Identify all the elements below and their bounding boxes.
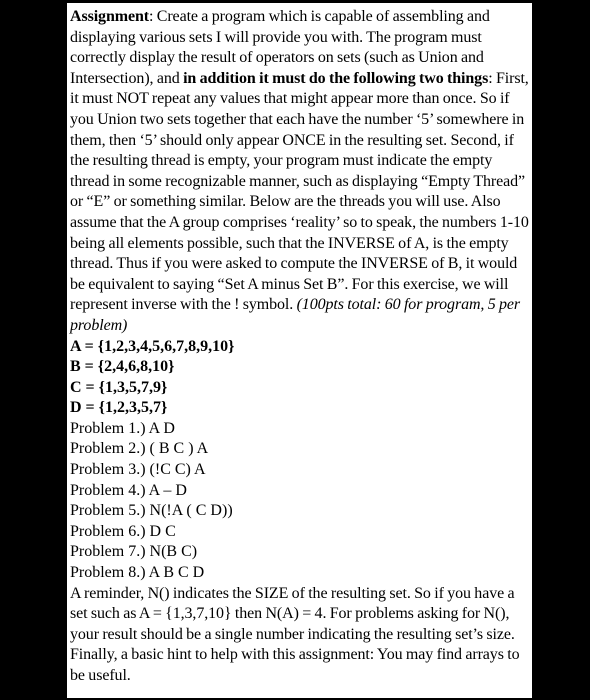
points-note: (100pts total: 60 for program, 5 per problem) [70, 296, 521, 334]
assignment-body: : First, it must NOT repeat any values that might appear more than once. So if you Union two sets together that each have the number ‘5’ somewhere in them, then ‘5’ should only appear ONCE in the resulting set. Second, if the resulting thread is empty, your program must indicate the empty thread in some recognizable manner, such as displaying “Empty Thread” or “E” or something similar. Below are the threads you will use. Also assume that the A group comprises ‘reality’ so to speak, the numbers 1-10 being all elements possible, such that the INVERSE of A, is the empty thread. Thus if you were asked to compute the INVERSE of B, it would be equivalent to saying “Set A minus Set B”. For this exercise, we will represent inverse with the ! symbol. [70, 69, 529, 314]
problem-5: Problem 5.) N(!A ( C D)) [70, 502, 233, 520]
document-page [67, 3, 532, 698]
set-a: A = {1,2,3,4,5,6,7,8,9,10} [70, 337, 235, 355]
problem-4: Problem 4.) A – D [70, 481, 187, 499]
assignment-label: Assignment [70, 8, 150, 25]
problem-7: Problem 7.) N(B C) [70, 543, 198, 561]
set-list [70, 337, 532, 419]
reminder-paragraph: A reminder, N() indicates the SIZE of the resulting set. So if you have a set such as A = {1,3,7,10} then N(A) = 4. For problems asking for N(), your result should be a single number indicating the resulting set’s size. Finally, a basic hint to help with this assignment: You may find arrays to be useful. [70, 584, 520, 684]
problem-2: Problem 2.) ( B C ) A [70, 440, 209, 458]
problem-8: Problem 8.) A B C D [70, 564, 205, 582]
problem-3: Problem 3.) (!C C) A [70, 461, 206, 479]
assignment-emphasis: in addition it must do the following two things [183, 69, 489, 87]
problem-6: Problem 6.) D C [70, 522, 176, 540]
set-d: D = {1,2,3,5,7} [70, 399, 168, 417]
problem-1: Problem 1.) A D [70, 419, 175, 437]
assignment-intro: : Create a program which is capable of assembling and displaying various sets I will provide you with. The program must correctly display the result of operators on sets (such as Union and Intersection), and [70, 8, 490, 87]
problem-list [70, 419, 532, 584]
set-c: C = {1,3,5,7,9} [70, 378, 168, 396]
set-b: B = {2,4,6,8,10} [70, 358, 175, 376]
assignment-paragraph [70, 7, 532, 337]
